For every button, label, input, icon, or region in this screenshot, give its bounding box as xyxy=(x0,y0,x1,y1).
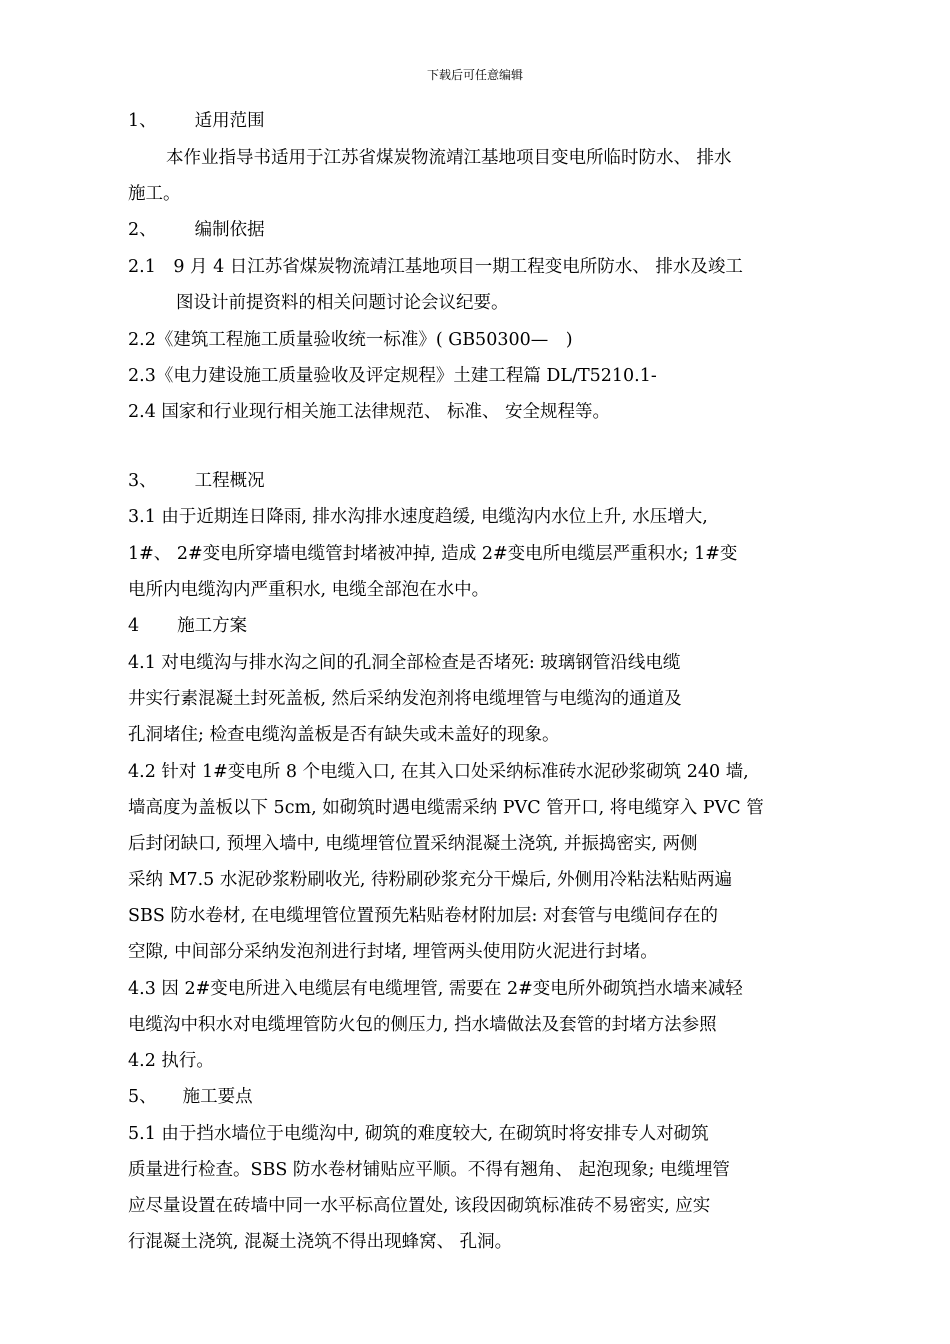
section-1-title: 适用范围 xyxy=(194,111,265,131)
plan-line-4: 4.2 针对 1#变电所 8 个电缆入口, 在其入口处采纳标准砖水泥砂浆砌筑 240 墙, xyxy=(128,762,749,782)
plan-line-1: 4.1 对电缆沟与排水沟之间的孔洞全部检查是否堵死: 玻璃钢管沿线电缆 xyxy=(128,653,681,673)
section-4-number: 4 xyxy=(128,616,140,636)
section-1-number: 1、 xyxy=(128,111,157,131)
overview-line-1: 3.1 由于近期连日降雨, 排水沟排水速度趋缓, 电缆沟内水位上升, 水压增大, xyxy=(128,507,708,527)
section-5-heading xyxy=(128,1083,253,1108)
section-2-title: 编制依据 xyxy=(194,220,265,240)
basis-item-2-4: 2.4 国家和行业现行相关施工法律规范、 标准、 安全规程等。 xyxy=(128,402,611,422)
plan-line-3: 孔洞堵住; 检查电缆沟盖板是否有缺失或未盖好的现象。 xyxy=(128,725,560,745)
basis-item-2-2: 2.2《建筑工程施工质量验收统一标准》( GB50300— ) xyxy=(128,330,573,350)
section-2-heading xyxy=(128,216,265,241)
plan-line-5: 墙高度为盖板以下 5cm, 如砌筑时遇电缆需采纳 PVC 管开口, 将电缆穿入 PVC 管 xyxy=(128,798,764,818)
key-points-line-1: 5.1 由于挡水墙位于电缆沟中, 砌筑的难度较大, 在砌筑时将安排专人对砌筑 xyxy=(128,1124,709,1144)
key-points-line-3: 应尽量设置在砖墙中同一水平标高位置处, 该段因砌筑标准砖不易密实, 应实 xyxy=(128,1196,711,1216)
plan-line-7: 采纳 M7.5 水泥砂浆粉刷收光, 待粉刷砂浆充分干燥后, 外侧用冷粘法粘贴两遍 xyxy=(128,870,733,890)
section-5-title: 施工要点 xyxy=(182,1087,253,1107)
basis-item-2-1-line-1: 2.1 9 月 4 日江苏省煤炭物流靖江基地项目一期工程变电所防水、 排水及竣工 xyxy=(128,257,743,277)
key-points-line-2: 质量进行检查。SBS 防水卷材铺贴应平顺。不得有翘角、 起泡现象; 电缆埋管 xyxy=(128,1160,730,1180)
overview-line-2: 1#、 2#变电所穿墙电缆管封堵被冲掉, 造成 2#变电所电缆层严重积水; 1#变 xyxy=(128,544,738,564)
plan-line-8: SBS 防水卷材, 在电缆埋管位置预先粘贴卷材附加层: 对套管与电缆间存在的 xyxy=(128,906,718,926)
section-3-heading xyxy=(128,467,265,492)
plan-line-11: 电缆沟中积水对电缆埋管防火包的侧压力, 挡水墙做法及套管的封堵方法参照 xyxy=(128,1015,717,1035)
page-header-note: 下载后可任意编辑 xyxy=(426,68,523,82)
section-5-number: 5、 xyxy=(128,1087,157,1107)
section-4-heading xyxy=(128,612,247,637)
section-1-body-line-2: 施工。 xyxy=(128,184,181,204)
plan-line-9: 空隙, 中间部分采纳发泡剂进行封堵, 埋管两头使用防火泥进行封堵。 xyxy=(128,942,658,962)
key-points-line-4: 行混凝土浇筑, 混凝土浇筑不得出现蜂窝、 孔洞。 xyxy=(128,1232,513,1252)
section-1-heading xyxy=(128,107,265,132)
section-3-title: 工程概况 xyxy=(194,471,265,491)
plan-line-10: 4.3 因 2#变电所进入电缆层有电缆埋管, 需要在 2#变电所外砌筑挡水墙来减轻 xyxy=(128,979,743,999)
plan-line-6: 后封闭缺口, 预埋入墙中, 电缆埋管位置采纳混凝土浇筑, 并振捣密实, 两侧 xyxy=(128,834,698,854)
overview-line-3: 电所内电缆沟内严重积水, 电缆全部泡在水中。 xyxy=(128,580,490,600)
plan-line-12: 4.2 执行。 xyxy=(128,1051,214,1071)
plan-line-2: 井实行素混凝土封死盖板, 然后采纳发泡剂将电缆埋管与电缆沟的通道及 xyxy=(128,689,682,709)
section-2-number: 2、 xyxy=(128,220,157,240)
basis-item-2-3: 2.3《电力建设施工质量验收及评定规程》土建工程篇 DL/T5210.1- xyxy=(128,366,657,386)
section-1-body-line-1: 本作业指导书适用于江苏省煤炭物流靖江基地项目变电所临时防水、 排水 xyxy=(166,148,732,168)
basis-item-2-1-line-2: 图设计前提资料的相关问题讨论会议纪要。 xyxy=(176,293,509,313)
section-3-number: 3、 xyxy=(128,471,157,491)
section-4-title: 施工方案 xyxy=(177,616,248,636)
